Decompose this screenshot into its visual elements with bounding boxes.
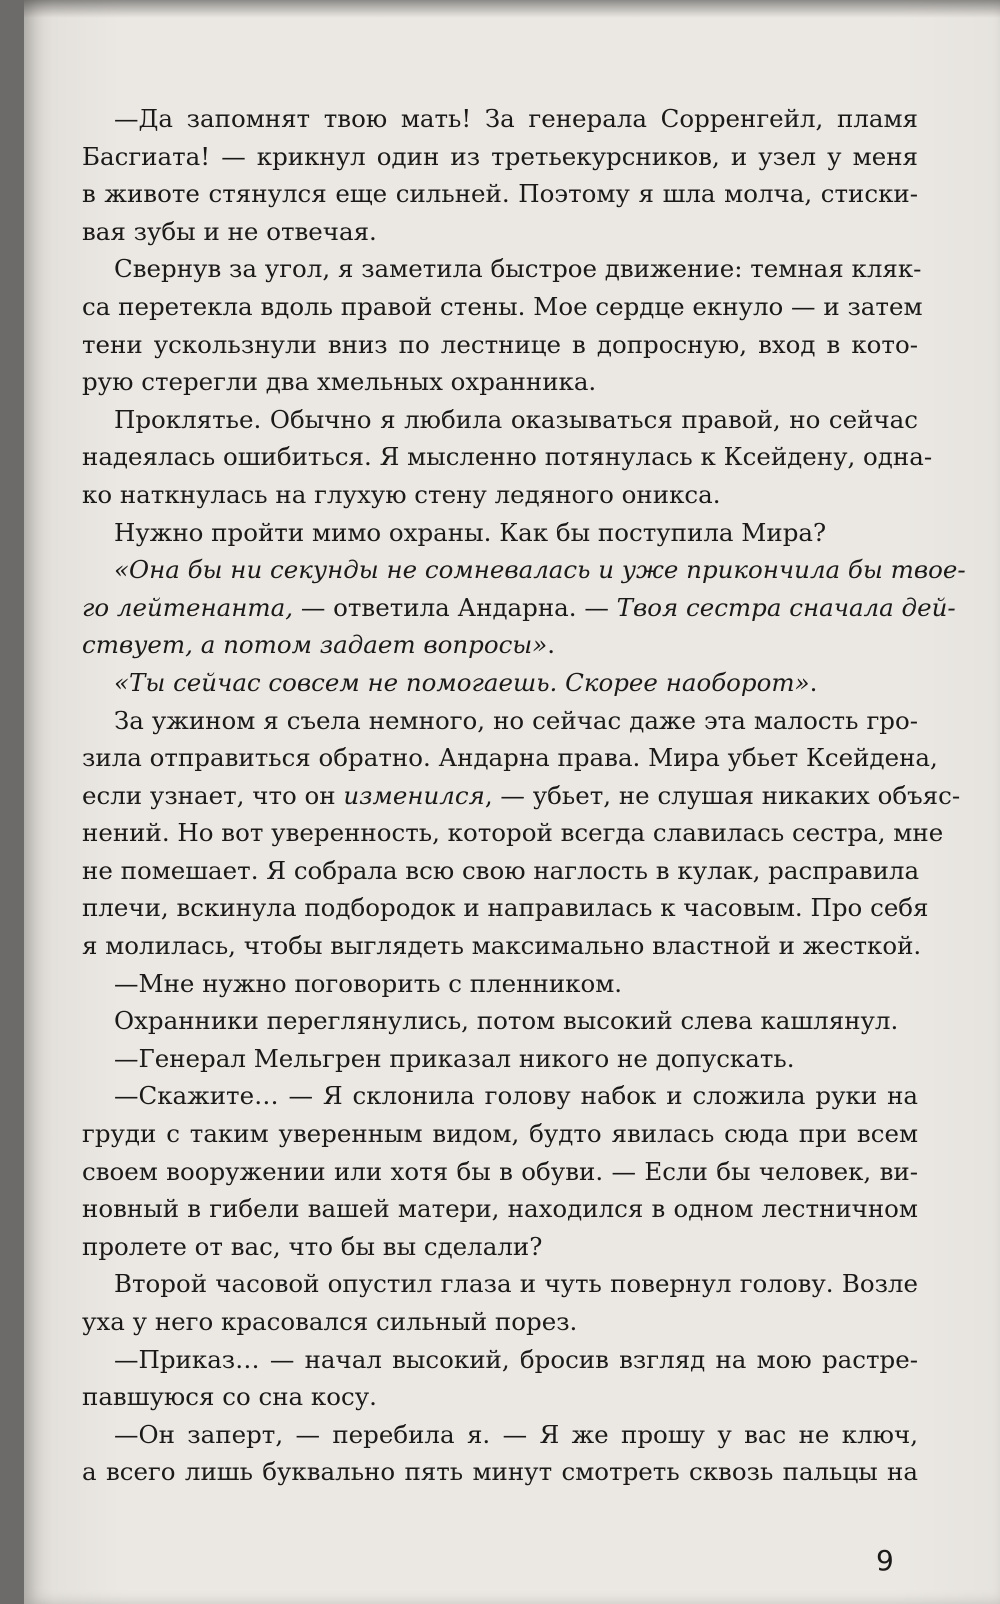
text-line: вая зубы и не отвечая. xyxy=(82,216,377,246)
text-line: —Скажите… — Я склонила голову набок и сложила руки на xyxy=(114,1081,918,1111)
italic-span: «Ты сейчас совсем не помогаешь. Скорее наоборот» xyxy=(114,667,810,697)
text-span: . xyxy=(547,630,556,660)
text-line: ко наткнулась на глухую стену ледяного оникса. xyxy=(82,479,721,509)
book-page xyxy=(24,0,1000,1604)
text-span: . xyxy=(809,667,818,697)
text-line: надеялась ошибиться. Я мысленно потянулась к Ксейдену, одна- xyxy=(82,442,933,472)
text-line: Басгиата! — крикнул один из третьекурсников, и узел у меня xyxy=(82,141,918,171)
page-number: 9 xyxy=(876,1544,894,1577)
text-line: новный в гибели вашей матери, находился в одном лестничном xyxy=(82,1194,918,1224)
text-line: —Он заперт, — перебила я. — Я же прошу у вас не ключ, xyxy=(114,1419,918,1449)
body-text xyxy=(82,100,966,1491)
italic-span: Твоя сестра сначала дей- xyxy=(616,592,956,622)
italic-span: го лейтенанта, xyxy=(82,592,294,622)
text-line: уха у него красовался сильный порез. xyxy=(82,1307,578,1336)
text-line: Свернув за угол, я заметила быстрое движение: темная кляк- xyxy=(114,254,922,284)
text-line: рую стерегли два хмельных охранника. xyxy=(82,367,597,397)
text-line: а всего лишь буквально пять минут смотреть сквозь пальцы на xyxy=(82,1457,918,1487)
text-line: пролете от вас, что бы вы сделали? xyxy=(82,1231,543,1261)
text-line xyxy=(82,551,966,589)
text-line: груди с таким уверенным видом, будто явилась сюда при всем xyxy=(82,1119,918,1149)
text-line: тени ускользнули вниз по лестнице в допросную, вход в кото- xyxy=(82,329,918,359)
text-line xyxy=(82,777,961,815)
italic-span: ствует, а потом задает вопросы» xyxy=(82,630,548,660)
text-line xyxy=(82,626,918,664)
text-line: в животе стянулся еще сильней. Поэтому я шла молча, стиски- xyxy=(82,179,918,209)
text-line: —Да запомнят твою мать! За генерала Сорренгейл, пламя xyxy=(114,104,918,133)
text-line: Второй часовой опустил глаза и чуть повернул голову. Возле xyxy=(114,1269,918,1299)
text-line: —Генерал Мельгрен приказал никого не допускать. xyxy=(114,1043,795,1073)
text-line: зила отправиться обратно. Андарна права. Мира убьет Ксейдена, xyxy=(82,743,938,773)
text-line xyxy=(82,589,956,627)
text-line: —Приказ… — начал высокий, бросив взгляд на мою растре- xyxy=(114,1344,918,1374)
text-line: са перетекла вдоль правой стены. Мое сердце екнуло — и затем xyxy=(82,291,923,321)
text-line: павшуюся со сна косу. xyxy=(82,1382,377,1412)
text-line: —Мне нужно поговорить с пленником. xyxy=(114,968,623,998)
text-line: нений. Но вот уверенность, которой всегда славилась сестра, мне xyxy=(82,818,944,848)
italic-span: «Она бы ни секунды не сомневалась и уже прикончила бы твое- xyxy=(114,555,966,585)
text-line: плечи, вскинула подбородок и направилась к часовым. Про себя xyxy=(82,893,929,923)
text-span: , — убьет, не слушая никаких объяс- xyxy=(484,780,961,810)
text-line: Охранники переглянулись, потом высокий слева кашлянул. xyxy=(114,1006,899,1036)
italic-span: изменился xyxy=(343,780,485,810)
text-line: За ужином я съела немного, но сейчас даже эта малость гро- xyxy=(114,705,918,735)
text-line: Проклятье. Обычно я любила оказываться правой, но сейчас xyxy=(114,404,918,434)
text-span: — ответила Андарна. — xyxy=(293,592,617,622)
text-line: своем вооружении или хотя бы в обуви. — Если бы человек, ви- xyxy=(82,1156,918,1186)
text-line xyxy=(82,664,918,702)
text-line: не помешает. Я собрала всю свою наглость в кулак, расправила xyxy=(82,855,920,885)
text-line: я молилась, чтобы выглядеть максимально властной и жесткой. xyxy=(82,931,922,961)
text-line: Нужно пройти мимо охраны. Как бы поступила Мира? xyxy=(114,517,827,547)
text-span: если узнает, что он xyxy=(82,780,344,810)
